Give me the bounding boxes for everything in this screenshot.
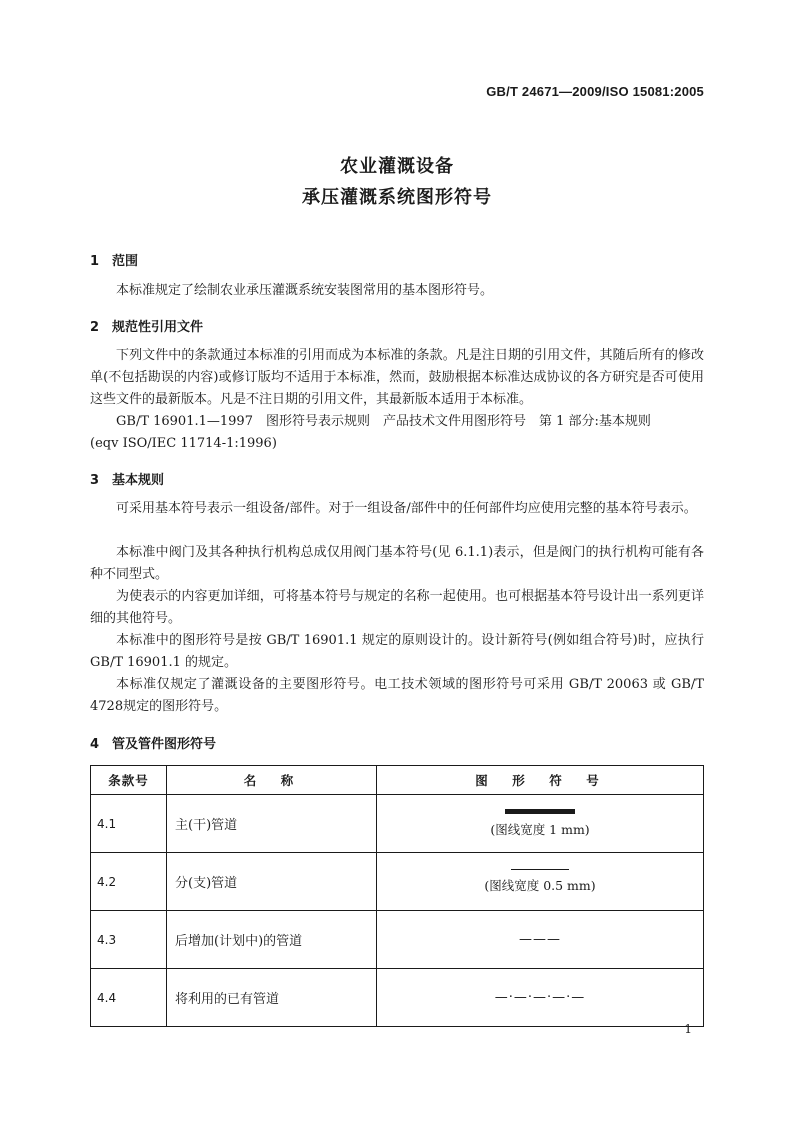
section-3-number: 3 [90, 473, 100, 488]
table-header-row [91, 766, 704, 795]
thick-line-symbol [505, 809, 575, 814]
normative-reference [90, 411, 704, 455]
section-2-number: 2 [90, 320, 100, 335]
dash-dot-line-symbol: —·—·—·—·— [494, 990, 586, 1005]
section-2-heading [90, 316, 203, 335]
standard-number: GB/T 24671—2009/ISO 15081:2005 [486, 84, 704, 99]
reference-line-1: GB/T 16901.1—1997 图形符号表示规则 产品技术文件用图形符号 第 1 部分:基本规则 [116, 414, 651, 429]
row-name: 后增加(计划中)的管道 [167, 911, 377, 969]
page-number: 1 [684, 1022, 692, 1036]
row-symbol [377, 911, 704, 969]
row-symbol [377, 795, 704, 853]
section-3-heading [90, 469, 164, 488]
symbol-caption: (图线宽度 1 mm) [490, 822, 590, 837]
row-name: 分(支)管道 [167, 853, 377, 911]
section-3-paragraph-1: 可采用基本符号表示一组设备/部件。对于一组设备/部件中的任何部件均应使用完整的基本符号表示。 [116, 501, 697, 516]
dashed-line-symbol: ——— [519, 932, 561, 947]
row-name: 将利用的已有管道 [167, 969, 377, 1027]
row-clause: 4.1 [91, 795, 167, 853]
section-4-heading [90, 733, 216, 752]
section-2-title: 规范性引用文件 [112, 320, 204, 335]
section-2-paragraph: 下列文件中的条款通过本标准的引用而成为本标准的条款。凡是注日期的引用文件，其随后所有的修改单(不包括勘误的内容)或修订版均不适用于本标准，然而，鼓励根据本标准达成协议的各方研究是否可使用这些文件的最新版本。凡是不注日期的引用文件，其最新版本适用于本标准。 [90, 348, 704, 407]
thin-line-symbol [511, 869, 569, 870]
row-name: 主(干)管道 [167, 795, 377, 853]
section-1-number: 1 [90, 254, 100, 269]
section-1-title: 范围 [112, 254, 139, 269]
header-symbol: 图 形 符 号 [377, 766, 704, 795]
document-title-line2: 承压灌溉系统图形符号 [302, 187, 492, 208]
section-3-paragraph-2: 本标准中阀门及其各种执行机构总成仅用阀门基本符号(见 6.1.1)表示，但是阀门的执行机构可能有各种不同型式。 [90, 545, 704, 582]
symbol-caption: (图线宽度 0.5 mm) [484, 878, 596, 893]
symbol-table [90, 765, 704, 1027]
row-symbol [377, 969, 704, 1027]
table-row [91, 969, 704, 1027]
row-symbol [377, 853, 704, 911]
table-row [91, 911, 704, 969]
row-clause: 4.4 [91, 969, 167, 1027]
table-row [91, 795, 704, 853]
section-1-heading [90, 250, 138, 269]
section-1-paragraph: 本标准规定了绘制农业承压灌溉系统安装图常用的基本图形符号。 [116, 283, 494, 298]
section-3-paragraph-4: 本标准中的图形符号是按 GB/T 16901.1 规定的原则设计的。设计新符号(例如组合符号)时，应执行 GB/T 16901.1 的规定。 [90, 633, 704, 670]
section-3-title: 基本规则 [112, 473, 165, 488]
header-clause: 条款号 [91, 766, 167, 795]
header-name: 名 称 [167, 766, 377, 795]
row-clause: 4.3 [91, 911, 167, 969]
document-title-line1: 农业灌溉设备 [340, 156, 454, 177]
section-4-number: 4 [90, 737, 100, 752]
section-4-title: 管及管件图形符号 [112, 737, 217, 752]
reference-line-2: (eqv ISO/IEC 11714-1:1996) [90, 436, 277, 451]
section-3-paragraph-3: 为使表示的内容更加详细，可将基本符号与规定的名称一起使用。也可根据基本符号设计出一系列更详细的其他符号。 [90, 589, 704, 626]
table-row [91, 853, 704, 911]
section-3-paragraph-5: 本标准仅规定了灌溉设备的主要图形符号。电工技术领域的图形符号可采用 GB/T 20063 或 GB/T 4728规定的图形符号。 [90, 677, 704, 714]
row-clause: 4.2 [91, 853, 167, 911]
